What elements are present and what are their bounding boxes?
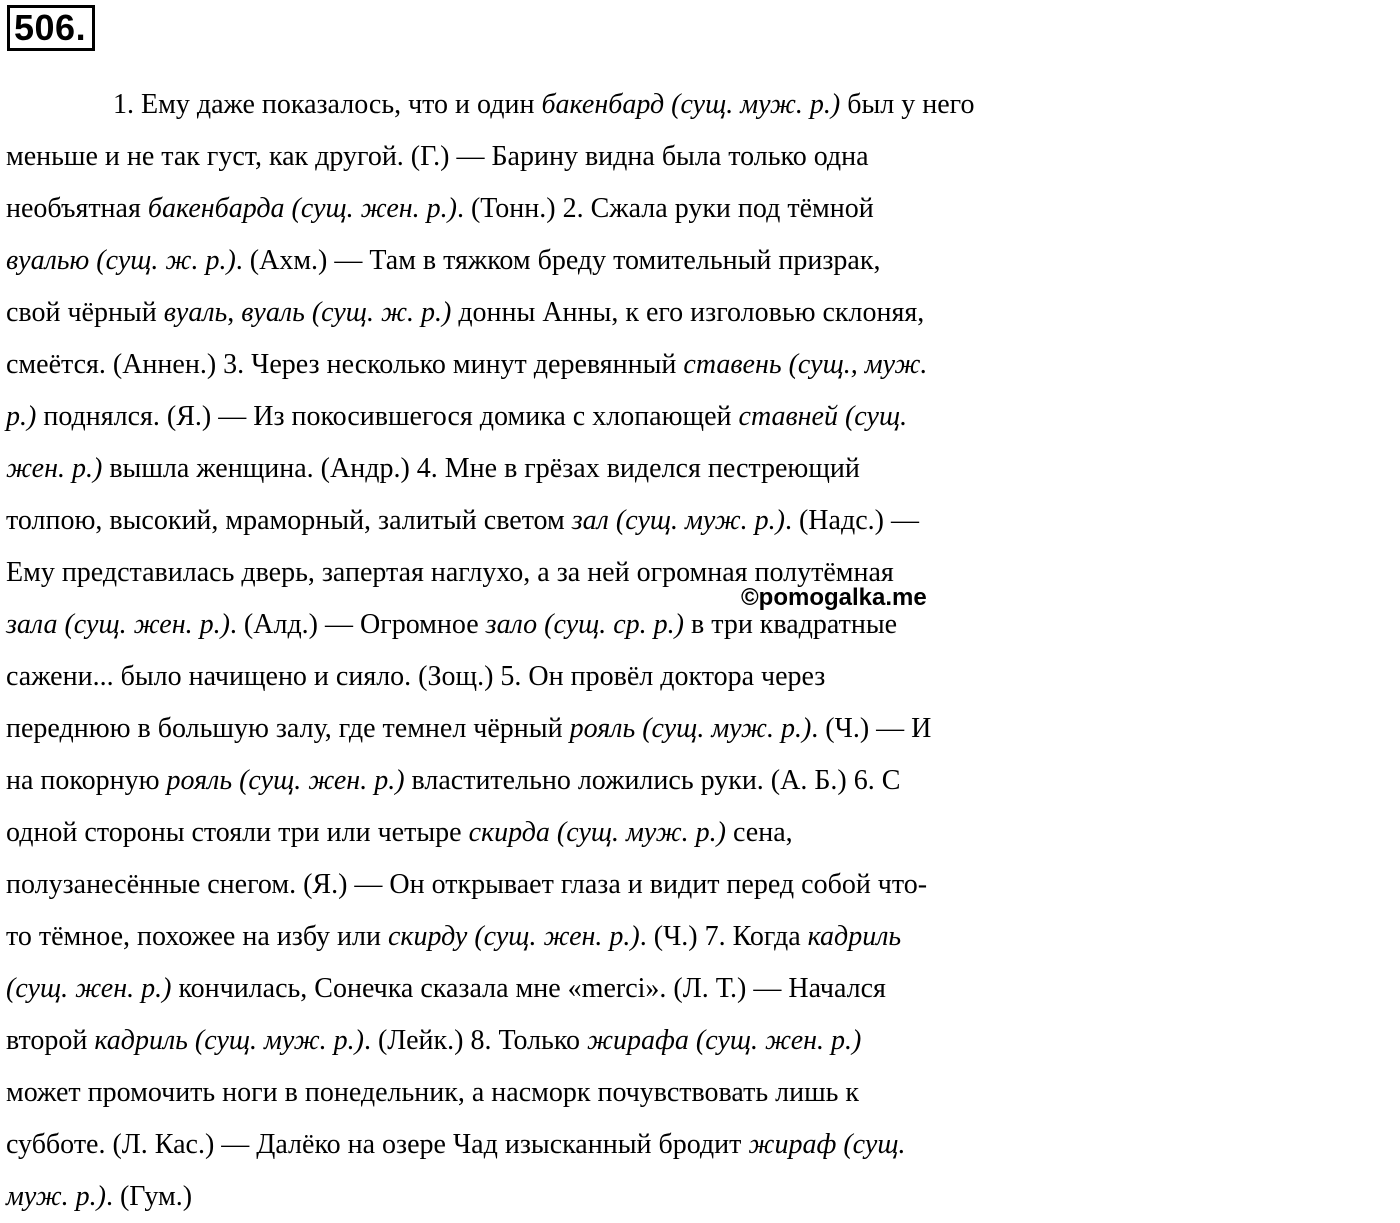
italic-term: вуаль (сущ. ж. р.) [241,297,452,328]
text-segment: . (Алд.) — Огромное [229,609,486,640]
text-segment: смеётся. (Аннен.) 3. Через несколько минут деревянный [6,349,684,380]
text-segment: переднюю в большую залу, где темнел чёрный [6,713,570,744]
text-line [6,1015,1396,1067]
text-line [6,1171,1396,1223]
text-segment: , [227,297,242,328]
text-segment: в три квадратные [684,609,898,640]
text-segment: сена, [726,817,793,848]
text-segment: толпою, высокий, мраморный, залитый светом [6,505,572,536]
text-segment: свой чёрный [6,297,164,328]
text-segment: вышла женщина. (Андр.) 4. Мне в грёзах виделся пестреющий [102,453,860,484]
watermark: ©pomogalka.me [741,584,927,611]
text-segment: сажени... было начищено и сияло. (Зощ.) 5. Он провёл доктора через [6,661,826,692]
italic-term: жирафа (сущ. жен. р.) [587,1025,862,1056]
text-line [6,547,1396,599]
italic-term: кадриль (сущ. муж. р.) [94,1025,364,1056]
text-segment: . (Ч.) — И [811,713,932,744]
text-line [6,651,1396,703]
text-segment: . (Тонн.) 2. Сжала руки под тёмной [456,193,874,224]
text-line [6,339,1396,391]
text-segment: то тёмное, похожее на избу или [6,921,388,952]
italic-term: р.) [6,401,37,432]
exercise-number: 506. [7,5,95,51]
text-line [6,495,1396,547]
text-line [6,235,1396,287]
text-line [6,131,1396,183]
italic-term: (сущ. жен. р.) [6,973,172,1004]
italic-term: вуалью (сущ. ж. р.) [6,245,236,276]
italic-term: жен. р.) [6,453,103,484]
italic-term: зала (сущ. жен. р.) [6,609,230,640]
text-segment: второй [6,1025,95,1056]
text-line [6,79,1396,131]
text-segment: Ему представилась дверь, запертая наглухо, а за ней огромная полутёмная [6,557,894,588]
text-line [6,287,1396,339]
text-segment: донны Анны, к его изголовью склоняя, [451,297,925,328]
text-segment: . (Надс.) — [784,505,919,536]
italic-term: ставней (сущ. [738,401,908,432]
text-line [6,911,1396,963]
text-line [6,183,1396,235]
italic-term: жираф (сущ. [748,1129,906,1160]
text-segment: . (Ч.) 7. Когда [639,921,808,952]
text-line [6,443,1396,495]
text-segment: необъятная [6,193,148,224]
text-line [6,599,1396,651]
text-line [6,859,1396,911]
italic-term: вуаль [163,297,228,328]
text-line [6,755,1396,807]
italic-term: зал (сущ. муж. р.) [571,505,785,536]
italic-term: скирду (сущ. жен. р.) [387,921,640,952]
italic-term: зало (сущ. ср. р.) [485,609,685,640]
text-segment: был у него [840,89,975,120]
text-segment: кончилась, Сонечка сказала мне «merci». (Л. Т.) — Начался [171,973,886,1004]
text-segment: . (Гум.) [105,1181,193,1212]
italic-term: кадриль [807,921,902,952]
text-segment: одной стороны стояли три или четыре [6,817,469,848]
text-line [6,703,1396,755]
text-line [6,1119,1396,1171]
italic-term: рояль (сущ. муж. р.) [569,713,812,744]
italic-term: скирда (сущ. муж. р.) [468,817,727,848]
italic-term: рояль (сущ. жен. р.) [166,765,405,796]
text-line [6,963,1396,1015]
text-segment: 1. Ему даже показалось, что и один [113,89,542,120]
text-line [6,807,1396,859]
italic-term: бакенбард (сущ. муж. р.) [541,89,841,120]
text-segment: поднялся. (Я.) — Из покосившегося домика с хлопающей [36,401,739,432]
text-segment: может промочить ноги в понедельник, а насморк почувствовать лишь к [6,1077,860,1108]
text-segment: . (Ахм.) — Там в тяжком бреду томительный призрак, [235,245,881,276]
text-segment: властительно ложились руки. (А. Б.) 6. С [404,765,901,796]
exercise-text [6,79,1396,1223]
italic-term: ставень (сущ., муж. [683,349,928,380]
text-segment: . (Лейк.) 8. Только [363,1025,587,1056]
italic-term: муж. р.) [6,1181,106,1212]
text-line [6,391,1396,443]
text-segment: субботе. (Л. Кас.) — Далёко на озере Чад изысканный бродит [6,1129,749,1160]
text-segment: на покорную [6,765,167,796]
text-segment: меньше и не так густ, как другой. (Г.) — Барину видна была только одна [6,141,869,172]
text-line [6,1067,1396,1119]
italic-term: бакенбарда (сущ. жен. р.) [147,193,457,224]
text-segment: полузанесённые снегом. (Я.) — Он открывает глаза и видит перед собой что- [6,869,928,900]
